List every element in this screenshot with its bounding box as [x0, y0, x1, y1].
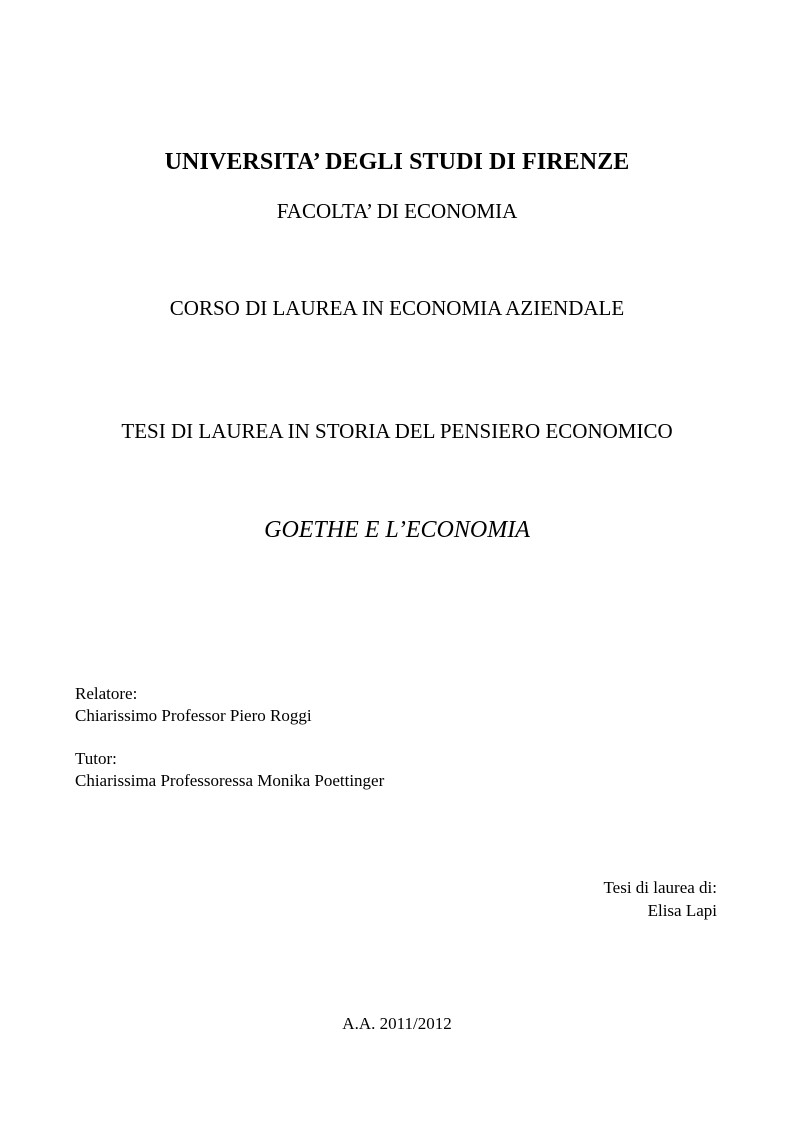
faculty-name: FACOLTA’ DI ECONOMIA	[276, 199, 518, 223]
academic-year: A.A. 2011/2012	[342, 1014, 452, 1033]
tutor-block	[75, 748, 384, 792]
relatore-label: Relatore:	[75, 684, 138, 703]
author-label: Tesi di laurea di:	[603, 878, 717, 897]
thesis-title: GOETHE E L’ECONOMIA	[264, 517, 530, 543]
relatore-name: Chiarissimo Professor Piero Roggi	[75, 706, 312, 725]
tutor-label: Tutor:	[75, 749, 117, 768]
course-name: CORSO DI LAUREA IN ECONOMIA AZIENDALE	[169, 296, 625, 320]
author-block	[603, 876, 717, 922]
university-name: UNIVERSITA’ DEGLI STUDI DI FIRENZE	[164, 149, 630, 175]
tutor-name: Chiarissima Professoressa Monika Poettinger	[75, 771, 385, 790]
author-name: Elisa Lapi	[647, 901, 717, 920]
relatore-block	[75, 683, 312, 727]
thesis-type: TESI DI LAUREA IN STORIA DEL PENSIERO ECONOMICO	[121, 419, 673, 443]
